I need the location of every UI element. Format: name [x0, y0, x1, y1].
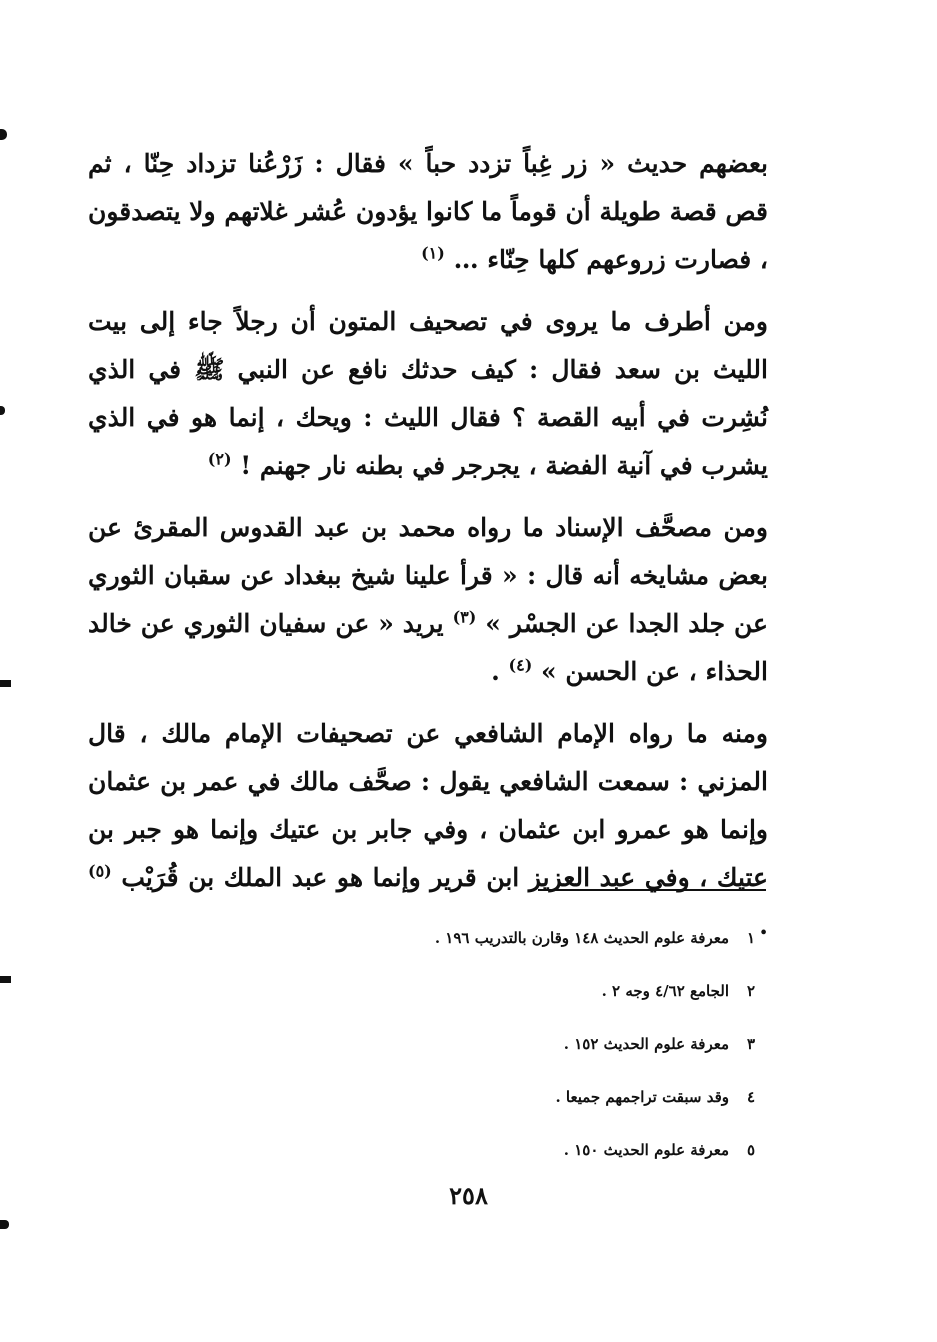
- scan-mark: [0, 1220, 9, 1229]
- footnote-reference: (٥): [88, 861, 112, 881]
- paragraph-text: ومن أطرف ما يروى في تصحيف المتون أن رجلاً جاء إلى بيت الليث بن سعد فقال : كيف حدثك نافع عن النبي ﷺ في الذي نُشِرت في أبيه القصة ؟ فقال الليث : ويحك ، إنما هو في الذي يشرب في آنية الفضة ، يجرجر في بطنه نار جهنم !: [88, 307, 768, 480]
- footnote-number: ٤: [746, 1088, 755, 1106]
- footnote-number: ٥: [746, 1141, 755, 1159]
- paragraph-end-mark: .: [759, 911, 768, 940]
- paragraph-3: [88, 504, 768, 696]
- footnote-item: [360, 1079, 755, 1132]
- footnote-number: ٣: [746, 1035, 755, 1053]
- footnote-item: [360, 973, 755, 1026]
- footnote-item: [360, 1132, 755, 1185]
- paragraph-2: [88, 298, 768, 490]
- footnotes: [360, 920, 755, 1185]
- footnote-reference: (٢): [207, 449, 232, 469]
- footnote-text: معرفة علوم الحديث ١٥٠ .: [563, 1141, 729, 1159]
- scan-mark: [0, 406, 5, 415]
- page-number: ٢٥٨: [449, 1181, 488, 1210]
- footnote-text: معرفة علوم الحديث ١٥٢ .: [563, 1035, 729, 1053]
- scan-mark: [0, 976, 11, 983]
- paragraph-text: ومن مصحَّف الإسناد ما رواه محمد بن عبد القدوس المقرئ عن بعض مشايخه أنه قال : « قرأ علينا شيخ ببغداد عن سقبان الثوري عن جلد الجدا عن الجسْر »: [88, 513, 768, 638]
- footnote-text: معرفة علوم الحديث ١٤٨ وقارن بالتدريب ١٩٦ .: [434, 929, 729, 947]
- paragraph-end-mark: .: [491, 657, 500, 686]
- scan-mark: [0, 129, 7, 140]
- footnote-separator: [538, 889, 766, 891]
- paragraph-1: [88, 140, 768, 284]
- footnote-reference: (٤): [508, 655, 533, 675]
- footnote-item: [360, 1026, 755, 1079]
- footnote-number: ١: [746, 929, 755, 947]
- paragraph-text-continued: يريد « عن سفيان الثوري عن خالد الحذاء ، عن الحسن »: [88, 609, 768, 686]
- paragraph-text: ومنه ما رواه الإمام الشافعي عن تصحيفات الإمام مالك ، قال المزني : سمعت الشافعي يقول : صحَّف مالك في عمر بن عثمان وإنما هو عمرو ابن عثمان ، وفي جابر بن عتيك وإنما هو جبر بن عتيك ، وفي عبد العزيز ابن قرير وإنما هو عبد الملك بن قُرَيْب: [88, 719, 768, 892]
- paragraph-4: [88, 710, 768, 950]
- footnote-number: ٢: [746, 982, 755, 1000]
- footnote-reference: (١): [421, 243, 445, 263]
- footnote-text: الجامع ٤/٦٢ وجه ٢ .: [601, 982, 729, 1000]
- paragraph-text: بعضهم حديث « زر غِباً تزدد حباً » فقال : زَرْعُنا تزداد حِنّا ، ثم قص قصة طويلة أن قوماً ما كانوا يؤدون عُشر غلاتهم ولا يتصدقون ، فصارت زروعهم كلها حِنّاء …: [88, 149, 768, 274]
- scan-mark: [0, 680, 11, 687]
- footnote-text: وقد سبقت تراجمهم جميعا .: [555, 1088, 729, 1106]
- page-body: [88, 140, 768, 964]
- footnote-reference: (٣): [452, 607, 477, 627]
- footnote-item: [360, 920, 755, 973]
